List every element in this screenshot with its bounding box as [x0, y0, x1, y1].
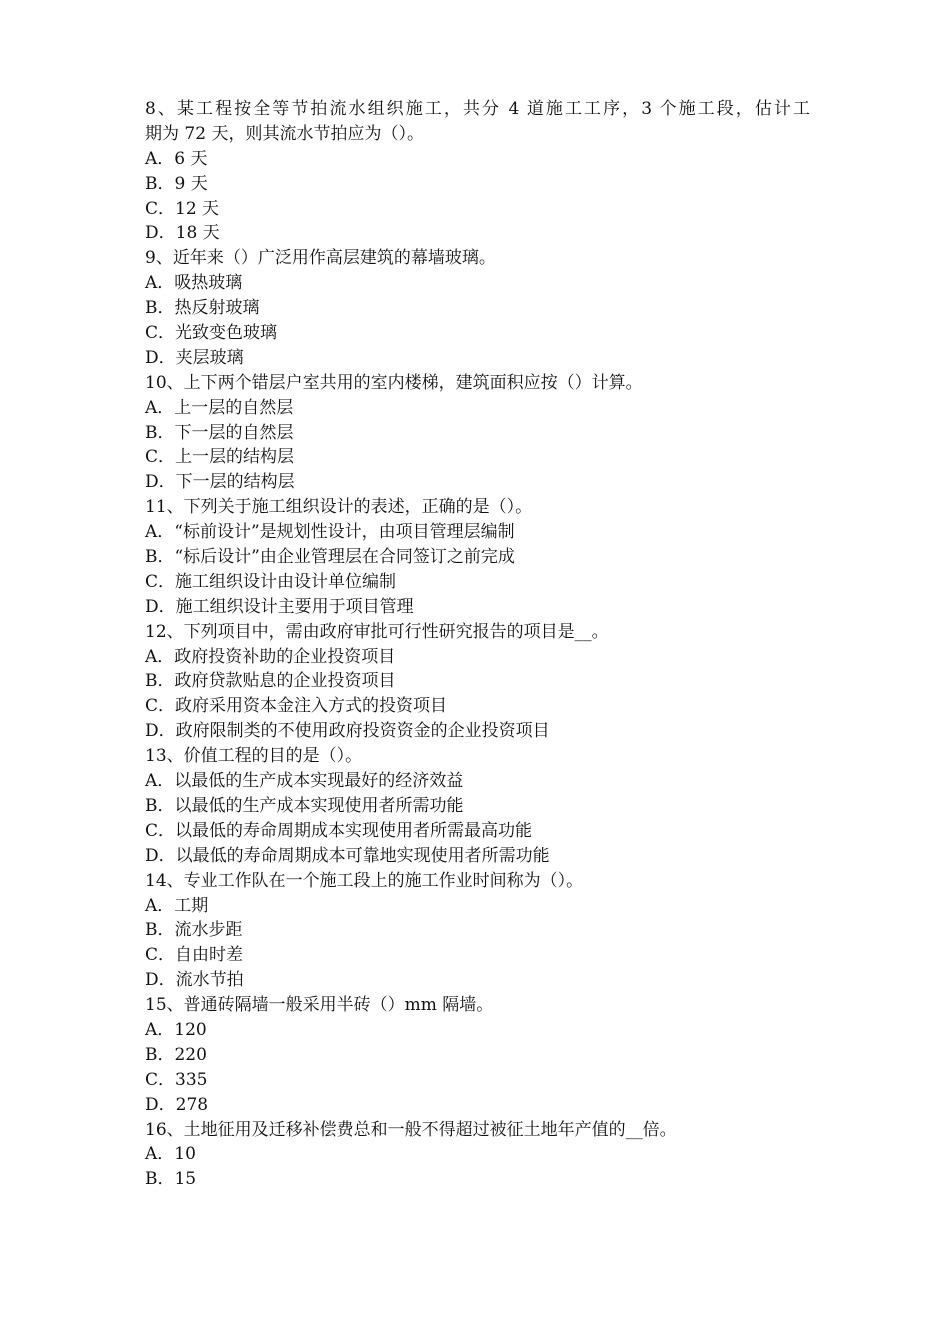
question-12-option-d: D．政府限制类的不使用政府投资资金的企业投资项目 — [145, 721, 550, 742]
question-15-stem: 15、普通砖隔墙一般采用半砖（）mm 隔墙。 — [145, 995, 494, 1016]
question-15-option-b: B．220 — [145, 1044, 207, 1065]
question-16-stem: 16、土地征用及迁移补偿费总和一般不得超过被征土地年产值的__倍。 — [145, 1119, 677, 1140]
question-12-option-a: A．政府投资补助的企业投资项目 — [145, 646, 396, 667]
question-8-stem-line-1: 8、某工程按全等节拍流水组织施工，共分 4 道施工工序，3 个施工段，估计工 — [145, 99, 810, 119]
question-11-option-b: B．“标后设计”由企业管理层在合同签订之前完成 — [145, 547, 515, 568]
question-14-option-d: D．流水节拍 — [145, 970, 244, 991]
question-9-option-b: B．热反射玻璃 — [145, 298, 260, 319]
question-10-option-c: C．上一层的结构层 — [145, 447, 295, 468]
question-11-option-a: A．“标前设计”是规划性设计，由项目管理层编制 — [145, 522, 515, 543]
question-14-option-a: A．工期 — [145, 895, 209, 916]
question-13-option-c: C．以最低的寿命周期成本实现使用者所需最高功能 — [145, 820, 533, 841]
question-10-option-b: B．下一层的自然层 — [145, 422, 294, 443]
question-11-option-c: C．施工组织设计由设计单位编制 — [145, 571, 397, 592]
question-16-option-a: A．10 — [145, 1144, 196, 1165]
question-9-option-d: D．夹层玻璃 — [145, 347, 244, 368]
question-9-option-c: C．光致变色玻璃 — [145, 323, 278, 344]
question-14-option-b: B．流水步距 — [145, 920, 243, 941]
question-10-stem: 10、上下两个错层户室共用的室内楼梯，建筑面积应按（）计算。 — [145, 372, 643, 393]
question-12-stem: 12、下列项目中，需由政府审批可行性研究报告的项目是__。 — [145, 621, 609, 642]
question-13-option-a: A．以最低的生产成本实现最好的经济效益 — [145, 771, 464, 792]
question-13-option-b: B．以最低的生产成本实现使用者所需功能 — [145, 795, 464, 816]
question-8-option-a: A．6 天 — [145, 148, 208, 169]
question-9-option-a: A．吸热玻璃 — [145, 273, 243, 294]
question-11-option-d: D．施工组织设计主要用于项目管理 — [145, 596, 414, 617]
question-15-option-d: D．278 — [145, 1094, 209, 1115]
question-8-option-c: C．12 天 — [145, 198, 220, 219]
question-14-option-c: C．自由时差 — [145, 945, 244, 966]
question-8-stem-line-2: 期为 72 天，则其流水节拍应为（）。 — [145, 123, 424, 144]
question-10-option-a: A．上一层的自然层 — [145, 397, 294, 418]
question-12-option-b: B．政府贷款贴息的企业投资项目 — [145, 671, 396, 692]
question-8-option-d: D．18 天 — [145, 223, 220, 244]
question-16-option-b: B．15 — [145, 1169, 197, 1190]
question-11-stem: 11、下列关于施工组织设计的表述，正确的是（）。 — [145, 497, 533, 518]
question-9-stem: 9、近年来（）广泛用作高层建筑的幕墙玻璃。 — [145, 248, 496, 269]
question-10-option-d: D．下一层的结构层 — [145, 472, 295, 493]
question-13-option-d: D．以最低的寿命周期成本可靠地实现使用者所需功能 — [145, 845, 550, 866]
question-15-option-c: C．335 — [145, 1069, 208, 1090]
question-13-stem: 13、价值工程的目的是（）。 — [145, 746, 363, 767]
document-page — [145, 97, 810, 1192]
question-12-option-c: C．政府采用资本金注入方式的投资项目 — [145, 696, 448, 717]
question-15-option-a: A．120 — [145, 1019, 207, 1040]
question-14-stem: 14、专业工作队在一个施工段上的施工作业时间称为（）。 — [145, 870, 584, 891]
question-8-option-b: B．9 天 — [145, 173, 208, 194]
